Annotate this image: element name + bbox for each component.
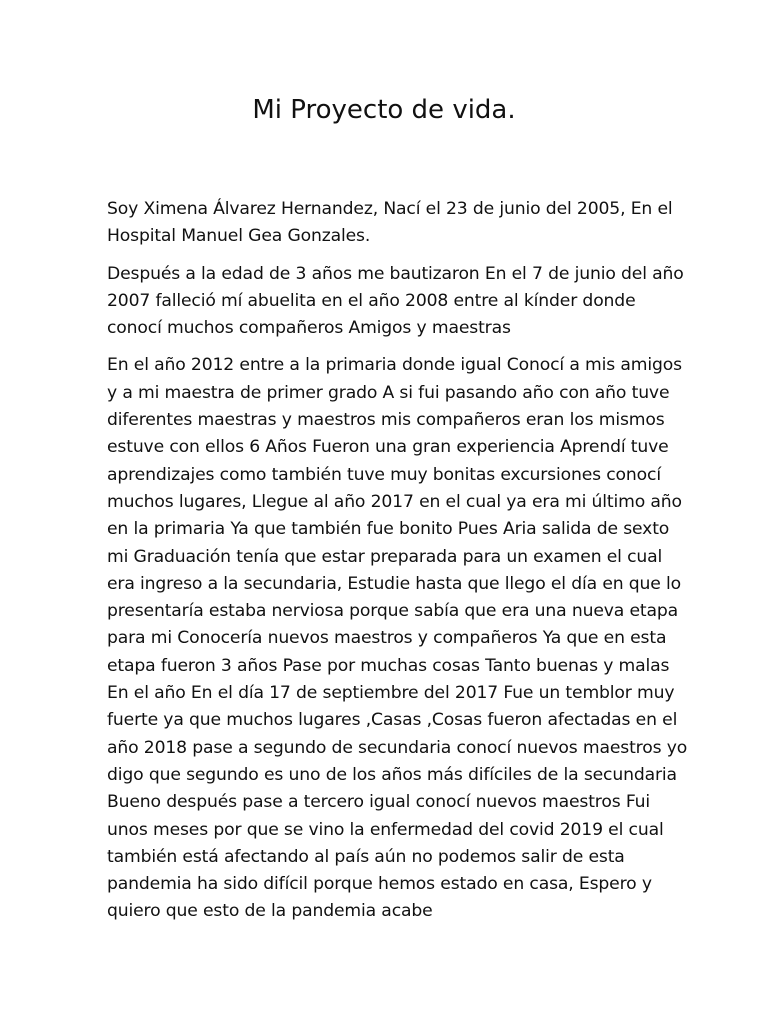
text-line: para mi Conocería nuevos maestros y compañeros Ya que en esta bbox=[107, 628, 667, 649]
text-line: aprendizajes como también tuve muy bonitas excursiones conocí bbox=[107, 464, 661, 485]
text-line: En el año 2012 entre a la primaria donde igual Conocí a mis amigos bbox=[107, 355, 682, 376]
paragraph-3 bbox=[107, 352, 688, 925]
text-line: quiero que esto de la pandemia acabe bbox=[107, 901, 433, 922]
text-line: en la primaria Ya que también fue bonito Pues Aria salida de sexto bbox=[107, 519, 670, 540]
text-line: conocí muchos compañeros Amigos y maestras bbox=[107, 318, 511, 339]
text-line: En el año En el día 17 de septiembre del 2017 Fue un temblor muy bbox=[107, 683, 675, 704]
document-title: Mi Proyecto de vida. bbox=[252, 95, 516, 125]
text-line: también está afectando al país aún no podemos salir de esta bbox=[107, 846, 625, 867]
text-line: etapa fueron 3 años Pase por muchas cosas Tanto buenas y malas bbox=[107, 655, 670, 676]
text-line: Hospital Manuel Gea Gonzales. bbox=[107, 226, 371, 247]
text-line: y a mi maestra de primer grado A si fui pasando año con año tuve bbox=[107, 382, 670, 403]
text-line: digo que segundo es uno de los años más difíciles de la secundaria bbox=[107, 764, 677, 785]
text-line: mi Graduación tenía que estar preparada para un examen el cual bbox=[107, 546, 663, 567]
paragraph-1 bbox=[107, 196, 673, 251]
text-line: unos meses por que se vino la enfermedad del covid 2019 el cual bbox=[107, 819, 664, 840]
text-line: Soy Ximena Álvarez Hernandez, Nací el 23 de junio del 2005, En el bbox=[107, 199, 673, 219]
document-body bbox=[107, 196, 688, 936]
text-line: pandemia ha sido difícil porque hemos estado en casa, Espero y bbox=[107, 874, 652, 895]
text-line: presentaría estaba nerviosa porque sabía que era una nueva etapa bbox=[107, 601, 679, 622]
text-line: Después a la edad de 3 años me bautizaron En el 7 de junio del año bbox=[107, 263, 684, 284]
text-line: año 2018 pase a segundo de secundaria conocí nuevos maestros yo bbox=[107, 737, 688, 758]
text-line: diferentes maestras y maestros mis compañeros eran los mismos bbox=[107, 410, 665, 431]
text-line: Bueno después pase a tercero igual conocí nuevos maestros Fui bbox=[107, 792, 650, 813]
text-line: era ingreso a la secundaria, Estudie hasta que llego el día en que lo bbox=[107, 573, 682, 594]
text-line: 2007 falleció mí abuelita en el año 2008 entre al kínder donde bbox=[107, 290, 636, 311]
text-line: fuerte ya que muchos lugares ,Casas ,Cosas fueron afectadas en el bbox=[107, 710, 678, 731]
text-line: muchos lugares, Llegue al año 2017 en el cual ya era mi último año bbox=[107, 491, 682, 512]
text-line: estuve con ellos 6 Años Fueron una gran experiencia Aprendí tuve bbox=[107, 437, 669, 458]
paragraph-2 bbox=[107, 261, 684, 343]
